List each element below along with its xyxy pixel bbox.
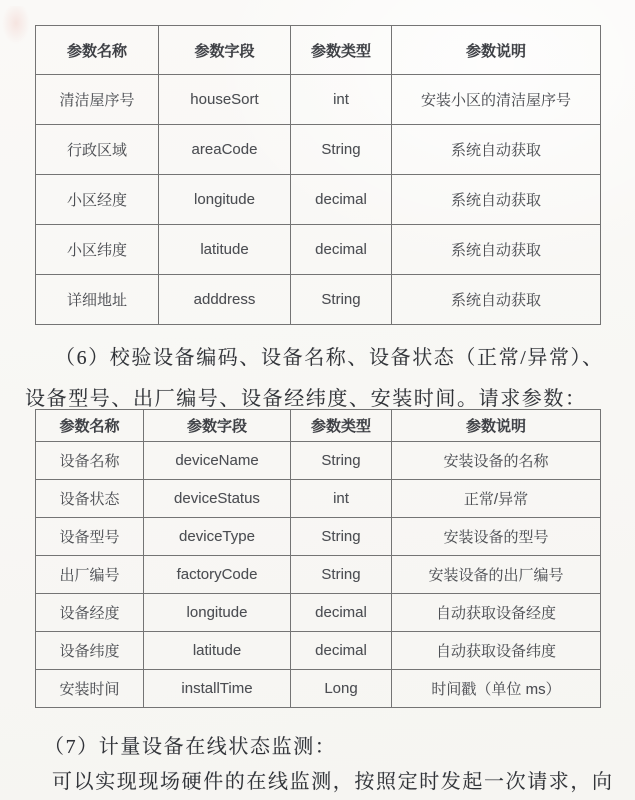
table-cell: String [291,442,392,480]
table-row [36,556,601,594]
device-params-table [35,409,601,708]
table-cell: latitude [159,225,291,275]
table-cell: Long [291,670,392,708]
table-cell: decimal [291,632,392,670]
table-cell: latitude [144,632,291,670]
table-row [36,125,601,175]
table-cell: 小区经度 [36,175,159,225]
table-cell: 安装设备的名称 [392,442,601,480]
table-cell: 设备纬度 [36,632,144,670]
table-cell: 系统自动获取 [392,225,601,275]
table-row [36,518,601,556]
table-cell: decimal [291,175,392,225]
table-cell: deviceStatus [144,480,291,518]
paragraph-7-heading: （7）计量设备在线状态监测： [44,736,337,758]
table-row [36,275,601,325]
table-cell: longitude [144,594,291,632]
table-cell: 详细地址 [36,275,159,325]
column-header: 参数名称 [36,410,144,442]
table-cell: factoryCode [144,556,291,594]
table-body [36,442,601,708]
column-header: 参数名称 [36,26,159,75]
table-row [36,670,601,708]
table-cell: String [291,275,392,325]
table-row [36,225,601,275]
table-cell: 安装时间 [36,670,144,708]
table-row [36,594,601,632]
table-row [36,175,601,225]
table-cell: 行政区域 [36,125,159,175]
paragraph-6-line-2: 设备型号、出厂编号、设备经纬度、安装时间。请求参数： [25,388,587,410]
table-cell: decimal [291,594,392,632]
table-cell: 设备经度 [36,594,144,632]
table-cell: String [291,125,392,175]
table-row [36,632,601,670]
table-header-row [36,410,601,442]
table-cell: int [291,75,392,125]
table-cell: 时间戳（单位 ms） [392,670,601,708]
table-cell: decimal [291,225,392,275]
paragraph-7-body: 可以实现现场硬件的在线监测，按照定时发起一次请求，向 [52,771,614,793]
table-cell: 清洁屋序号 [36,75,159,125]
table-cell: 设备名称 [36,442,144,480]
table-cell: deviceName [144,442,291,480]
table-cell: 安装设备的型号 [392,518,601,556]
table-cell: int [291,480,392,518]
table-row [36,442,601,480]
column-header: 参数类型 [291,410,392,442]
table-cell: String [291,556,392,594]
table-cell: areaCode [159,125,291,175]
table-cell: 安装设备的出厂编号 [392,556,601,594]
column-header: 参数说明 [392,410,601,442]
table-cell: 设备状态 [36,480,144,518]
table-cell: 系统自动获取 [392,275,601,325]
table-cell: 自动获取设备纬度 [392,632,601,670]
table-cell: 设备型号 [36,518,144,556]
column-header: 参数类型 [291,26,392,75]
table-cell: 出厂编号 [36,556,144,594]
table-cell: 正常/异常 [392,480,601,518]
column-header: 参数说明 [392,26,601,75]
table-body [36,75,601,325]
table-cell: 自动获取设备经度 [392,594,601,632]
house-params-table [35,25,601,325]
scan-smudge [2,6,30,44]
table-cell: installTime [144,670,291,708]
table-cell: adddress [159,275,291,325]
table-cell: String [291,518,392,556]
paragraph-6-line-1: （6）校验设备编码、设备名称、设备状态（正常/异常）、 [55,347,604,369]
table-cell: deviceType [144,518,291,556]
table-header-row [36,26,601,75]
table-cell: 小区纬度 [36,225,159,275]
table-cell: houseSort [159,75,291,125]
table-cell: 系统自动获取 [392,125,601,175]
table-row [36,75,601,125]
table-row [36,480,601,518]
table-cell: 安装小区的清洁屋序号 [392,75,601,125]
table-cell: 系统自动获取 [392,175,601,225]
column-header: 参数字段 [159,26,291,75]
table-cell: longitude [159,175,291,225]
column-header: 参数字段 [144,410,291,442]
